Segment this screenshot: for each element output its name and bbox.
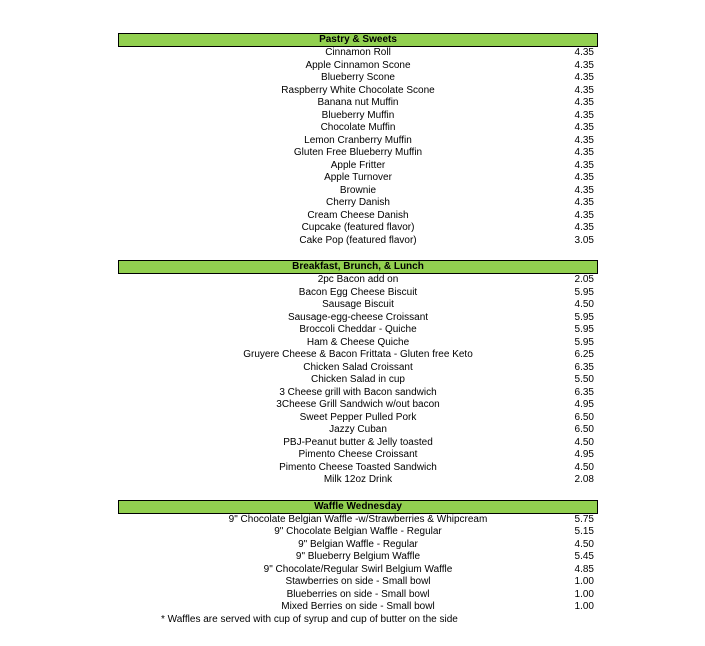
menu-item-name: 3 Cheese grill with Bacon sandwich (279, 386, 437, 398)
menu-item-name: Brownie (339, 184, 377, 196)
menu-item-price: 4.35 (574, 59, 594, 71)
menu-item (118, 47, 598, 60)
menu-item-price: 5.75 (574, 513, 594, 525)
menu-item-name: Jazzy Cuban (329, 424, 387, 435)
menu-item-price: 1.00 (574, 601, 594, 612)
menu-item-price: 4.35 (574, 209, 594, 221)
menu-item (118, 576, 598, 589)
menu-item (118, 387, 598, 400)
menu-item-price: 6.50 (574, 424, 594, 435)
menu-item-price: 5.95 (574, 324, 594, 335)
section-header: Waffle Wednesday (118, 500, 598, 514)
menu-item-price: 4.35 (574, 97, 594, 108)
menu-item-price: 6.35 (574, 361, 594, 373)
menu-item-price: 4.35 (574, 122, 594, 133)
menu-item-name: 9" Chocolate/Regular Swirl Belgium Waffle (263, 563, 453, 575)
menu-item (118, 85, 598, 98)
menu-item (118, 222, 598, 235)
menu-item-price: 4.35 (574, 197, 594, 208)
menu-item-name: Cake Pop (featured flavor) (299, 234, 417, 246)
menu-item-name: Blueberry Scone (321, 72, 395, 83)
menu-item-price: 4.35 (574, 134, 594, 146)
menu-item (118, 235, 598, 248)
menu-item-price: 4.35 (574, 147, 594, 158)
menu-item (118, 60, 598, 73)
section-header: Pastry & Sweets (118, 33, 598, 47)
menu-item (118, 72, 598, 85)
menu-item-name: Ham & Cheese Quiche (306, 336, 410, 348)
section-waffle-wednesday (118, 500, 598, 626)
menu-item (118, 601, 598, 614)
menu-item-name: Sausage-egg-cheese Croissant (287, 311, 429, 323)
menu-item (118, 539, 598, 552)
menu-item-name: Sweet Pepper Pulled Pork (299, 411, 417, 423)
menu-item (118, 349, 598, 362)
menu-item-price: 3.05 (574, 234, 594, 246)
menu-item (118, 185, 598, 198)
menu-item-price: 5.95 (574, 311, 594, 323)
section-header: Breakfast, Brunch, & Lunch (118, 260, 598, 274)
menu-item-name: Gruyere Cheese & Bacon Frittata - Gluten free Keto (243, 349, 473, 360)
menu-item (118, 147, 598, 160)
item-list (118, 514, 598, 614)
menu-item (118, 197, 598, 210)
menu (118, 33, 598, 639)
menu-item-price: 4.50 (574, 299, 594, 310)
menu-item (118, 160, 598, 173)
menu-item-name: Cupcake (featured flavor) (301, 222, 415, 233)
menu-item (118, 437, 598, 450)
menu-item (118, 97, 598, 110)
menu-item (118, 449, 598, 462)
menu-item (118, 526, 598, 539)
section-breakfast-brunch-lunch (118, 260, 598, 487)
menu-item (118, 172, 598, 185)
menu-item (118, 312, 598, 325)
menu-item-name: Mixed Berries on side - Small bowl (281, 601, 435, 612)
menu-item-name: Lemon Cranberry Muffin (304, 134, 412, 146)
menu-item (118, 474, 598, 487)
menu-item (118, 210, 598, 223)
menu-item (118, 110, 598, 123)
menu-item (118, 274, 598, 287)
menu-item-price: 4.50 (574, 461, 594, 473)
menu-item-name: Sausage Biscuit (322, 299, 394, 310)
menu-item (118, 462, 598, 475)
menu-item-price: 4.35 (574, 184, 594, 196)
menu-item-name: Cinnamon Roll (325, 47, 391, 58)
menu-item-name: Apple Turnover (324, 172, 392, 183)
menu-item (118, 324, 598, 337)
menu-item-name: Chicken Salad in cup (311, 374, 405, 385)
menu-item-name: Pimento Cheese Toasted Sandwich (279, 461, 437, 473)
menu-item-name: Raspberry White Chocolate Scone (281, 84, 435, 96)
menu-item-price: 4.35 (574, 172, 594, 183)
menu-item-name: Chocolate Muffin (320, 122, 396, 133)
menu-item-name: Broccoli Cheddar - Quiche (299, 324, 417, 335)
menu-item-name: Apple Cinnamon Scone (305, 59, 411, 71)
menu-item-name: Stawberries on side - Small bowl (285, 576, 431, 587)
menu-item (118, 564, 598, 577)
menu-item-name: 2pc Bacon add on (317, 274, 399, 285)
menu-item-price: 4.35 (574, 72, 594, 83)
menu-item-price: 5.95 (574, 286, 594, 298)
menu-item-price: 5.15 (574, 526, 594, 537)
menu-item-price: 2.08 (574, 474, 594, 485)
item-list (118, 274, 598, 487)
menu-item (118, 299, 598, 312)
menu-item-name: 9" Belgian Waffle - Regular (298, 538, 418, 550)
menu-item-price: 4.95 (574, 449, 594, 460)
menu-item-price: 1.00 (574, 588, 594, 600)
menu-item (118, 589, 598, 602)
menu-item-name: Cherry Danish (326, 197, 390, 208)
menu-item-name: Chicken Salad Croissant (303, 361, 413, 373)
menu-item (118, 122, 598, 135)
menu-item-price: 2.05 (574, 274, 594, 285)
menu-item-name: Blueberries on side - Small bowl (286, 588, 430, 600)
menu-item (118, 135, 598, 148)
menu-item-price: 4.35 (574, 222, 594, 233)
menu-item-price: 5.95 (574, 336, 594, 348)
menu-item-price: 1.00 (574, 576, 594, 587)
menu-item-name: Gluten Free Blueberry Muffin (293, 147, 423, 158)
menu-item-price: 4.85 (574, 563, 594, 575)
section-pastry-sweets (118, 33, 598, 247)
menu-item-name: Milk 12oz Drink (323, 474, 393, 485)
footnote: * Waffles are served with cup of syrup and cup of butter on the side (161, 613, 458, 625)
menu-item-price: 6.25 (574, 349, 594, 360)
menu-item-name: 9" Chocolate Belgian Waffle - Regular (274, 526, 442, 537)
menu-item-name: 3Cheese Grill Sandwich w/out bacon (276, 399, 440, 410)
menu-item-name: 9" Blueberry Belgium Waffle (295, 551, 421, 562)
menu-item-name: Banana nut Muffin (317, 97, 399, 108)
menu-item (118, 337, 598, 350)
menu-item-price: 6.50 (574, 411, 594, 423)
menu-item-name: PBJ-Peanut butter & Jelly toasted (283, 436, 433, 448)
menu-item-price: 4.35 (574, 109, 594, 121)
menu-item (118, 287, 598, 300)
menu-item-name: Blueberry Muffin (321, 109, 395, 121)
menu-item (118, 362, 598, 375)
menu-item-price: 4.35 (574, 84, 594, 96)
menu-item-price: 6.35 (574, 386, 594, 398)
menu-item-price: 4.35 (574, 47, 594, 58)
menu-item (118, 514, 598, 527)
menu-item-name: Apple Fritter (330, 159, 386, 171)
menu-item (118, 412, 598, 425)
menu-item-price: 4.35 (574, 159, 594, 171)
item-list (118, 47, 598, 247)
menu-item-price: 4.95 (574, 399, 594, 410)
menu-item-name: Bacon Egg Cheese Biscuit (298, 286, 418, 298)
menu-item-name: Cream Cheese Danish (307, 209, 409, 221)
menu-item-price: 4.50 (574, 436, 594, 448)
menu-item (118, 551, 598, 564)
menu-item (118, 374, 598, 387)
menu-item (118, 399, 598, 412)
menu-item-price: 5.50 (574, 374, 594, 385)
menu-item-price: 5.45 (574, 551, 594, 562)
menu-item-name: 9" Chocolate Belgian Waffle -w/Strawberries & Whipcream (228, 513, 488, 525)
menu-item-name: Pimento Cheese Croissant (298, 449, 418, 460)
menu-item-price: 4.50 (574, 538, 594, 550)
menu-item (118, 424, 598, 437)
